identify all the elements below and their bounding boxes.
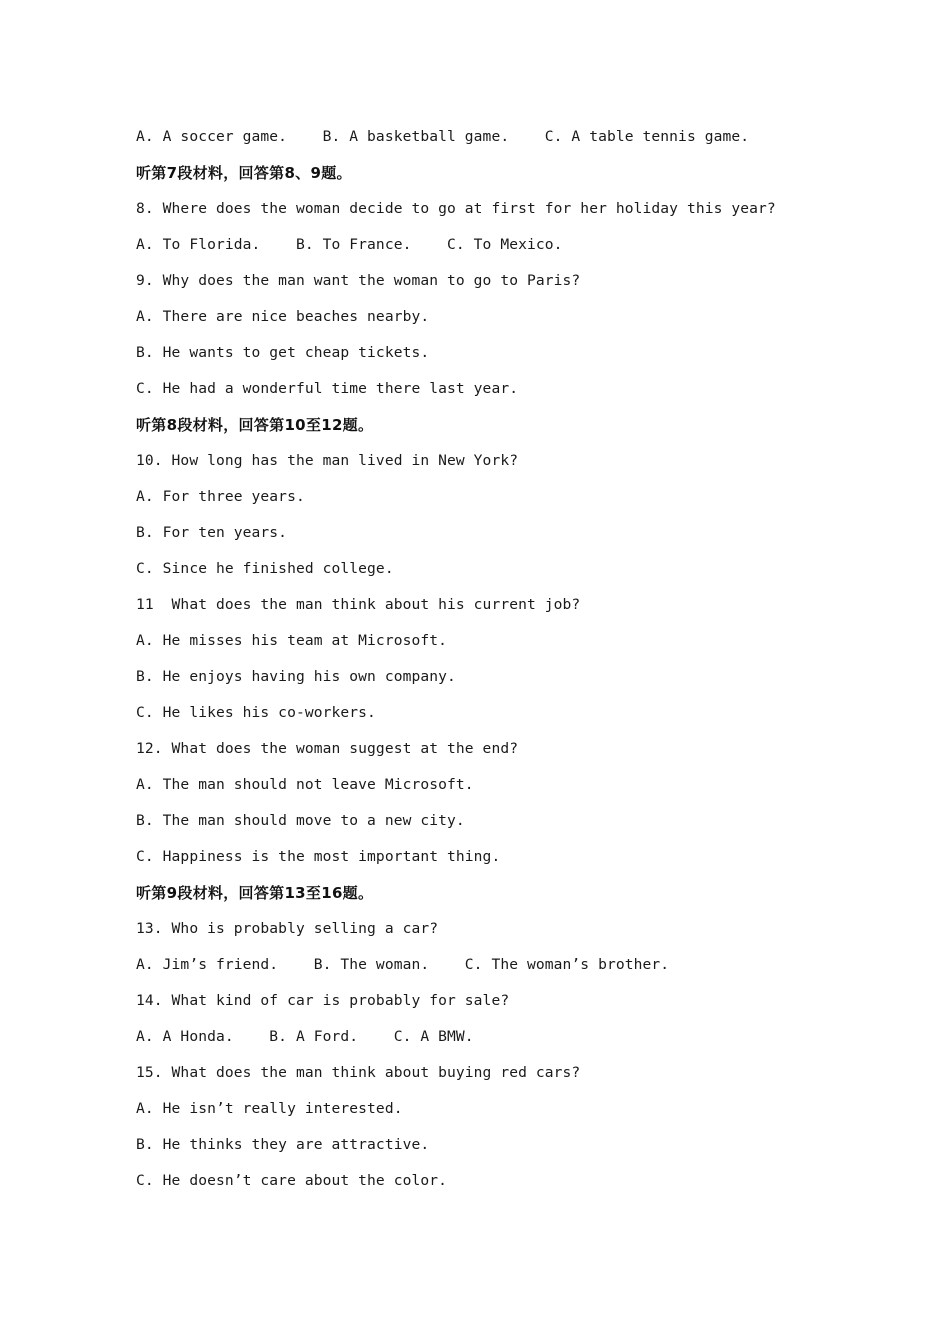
- answer-options: A. A soccer game. B. A basketball game. C. A table tennis game.: [136, 128, 750, 145]
- section-heading: 听第7段材料，回答第8、9题。: [136, 164, 352, 182]
- answer-options: B. He enjoys having his own company.: [136, 668, 456, 685]
- section-heading: 听第9段材料，回答第13至16题。: [136, 884, 374, 902]
- question-text: 8. Where does the woman decide to go at first for her holiday this year?: [136, 200, 776, 217]
- answer-options: C. Happiness is the most important thing.: [136, 848, 501, 865]
- question-text: 13. Who is probably selling a car?: [136, 920, 439, 937]
- answer-options: A. Jim’s friend. B. The woman. C. The woman’s brother.: [136, 956, 670, 973]
- answer-options: C. Since he finished college.: [136, 560, 394, 577]
- answer-options: B. He thinks they are attractive.: [136, 1136, 430, 1153]
- answer-options: A. A Honda. B. A Ford. C. A BMW.: [136, 1028, 474, 1045]
- answer-options: A. There are nice beaches nearby.: [136, 308, 430, 325]
- answer-options: C. He doesn’t care about the color.: [136, 1172, 448, 1189]
- answer-options: B. The man should move to a new city.: [136, 812, 465, 829]
- answer-options: A. For three years.: [136, 488, 305, 505]
- answer-options: A. He isn’t really interested.: [136, 1100, 403, 1117]
- answer-options: A. The man should not leave Microsoft.: [136, 776, 474, 793]
- answer-options: B. He wants to get cheap tickets.: [136, 344, 430, 361]
- document-page: [136, 126, 856, 1206]
- answer-options: C. He had a wonderful time there last year.: [136, 380, 519, 397]
- question-text: 12. What does the woman suggest at the end?: [136, 740, 519, 757]
- answer-options: C. He likes his co-workers.: [136, 704, 376, 721]
- answer-options: A. To Florida. B. To France. C. To Mexico.: [136, 236, 563, 253]
- answer-options: A. He misses his team at Microsoft.: [136, 632, 448, 649]
- question-text: 14. What kind of car is probably for sale?: [136, 992, 510, 1009]
- answer-options: B. For ten years.: [136, 524, 288, 541]
- question-text: 15. What does the man think about buying red cars?: [136, 1064, 581, 1081]
- question-text: 10. How long has the man lived in New York?: [136, 452, 519, 469]
- section-heading: 听第8段材料，回答第10至12题。: [136, 416, 374, 434]
- question-text: 11 What does the man think about his current job?: [136, 596, 581, 613]
- question-text: 9. Why does the man want the woman to go to Paris?: [136, 272, 581, 289]
